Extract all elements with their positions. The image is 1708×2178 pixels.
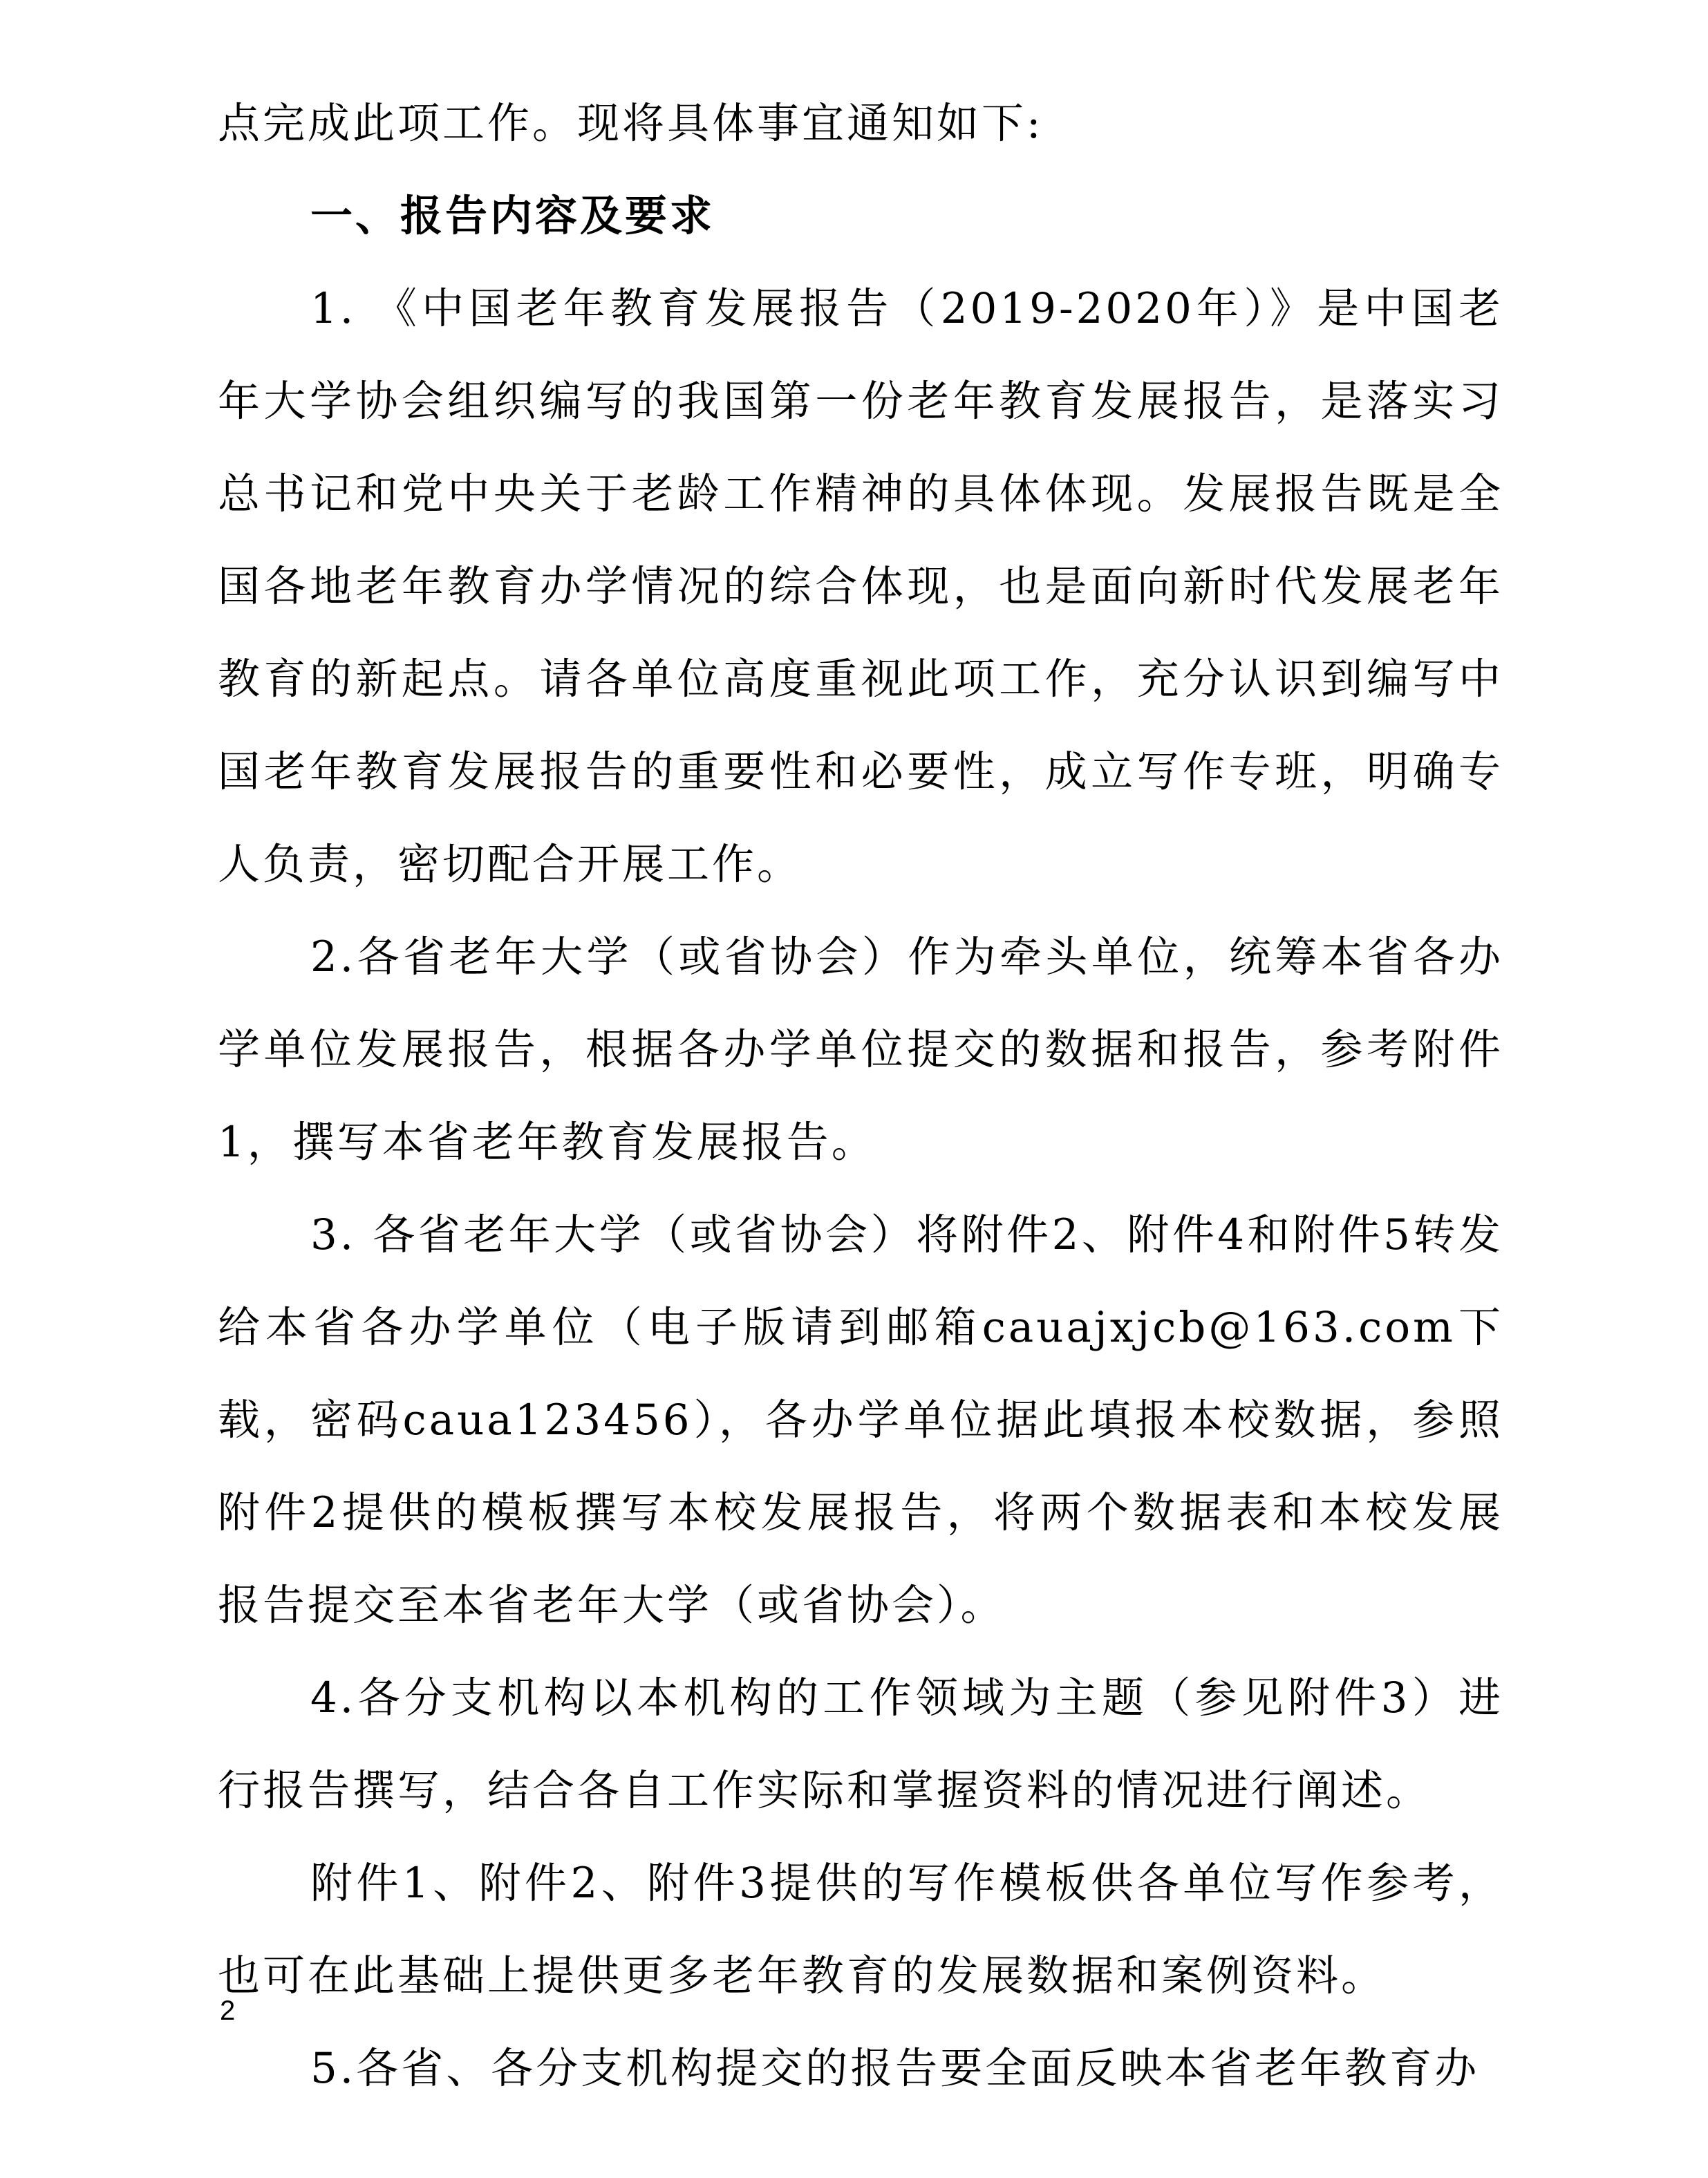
section-heading: 一、报告内容及要求 [310,191,715,241]
body-text [218,77,1503,2115]
paragraph-item-5: 5.各省、各分支机构提交的报告要全面反映本省老年教育办 [310,2044,1480,2093]
paragraph-item-3: 3. 各省老年大学（或省协会）将附件2、附件4和附件5转发给本省各办学单位（电子版请到邮箱cauajxjcb@163.com下载，密码caua123456），各办学单位据此填报本校数据，参照附件2提供的模板撰写本校发展报告，将两个数据表和本校发展报告提交至本省老年大学（或省协会）。 [218,1210,1503,1630]
paragraph-continuation: 点完成此项工作。现将具体事宜通知如下: [218,99,1044,148]
paragraph-item-1: 1. 《中国老年教育发展报告（2019-2020年）》是中国老年大学协会组织编写的我国第一份老年教育发展报告，是落实习总书记和党中央关于老龄工作精神的具体体现。发展报告既是全国各地老年教育办学情况的综合体现，也是面向新时代发展老年教育的新起点。请各单位高度重视此项工作，充分认识到编写中国老年教育发展报告的重要性和必要性，成立写作专班，明确专人负责，密切配合开展工作。 [218,284,1503,889]
paragraph-item-4: 4.各分支机构以本机构的工作领域为主题（参见附件3）进行报告撰写，结合各自工作实际和掌握资料的情况进行阐述。 [218,1673,1503,1815]
paragraph-attachments-note: 附件1、附件2、附件3提供的写作模板供各单位写作参考，也可在此基础上提供更多老年教育的发展数据和案例资料。 [218,1859,1503,2000]
page-number: 2 [220,1996,236,2026]
paragraph-item-2: 2.各省老年大学（或省协会）作为牵头单位，统筹本省各办学单位发展报告，根据各办学单位提交的数据和报告，参考附件1，撰写本省老年教育发展报告。 [218,932,1503,1167]
